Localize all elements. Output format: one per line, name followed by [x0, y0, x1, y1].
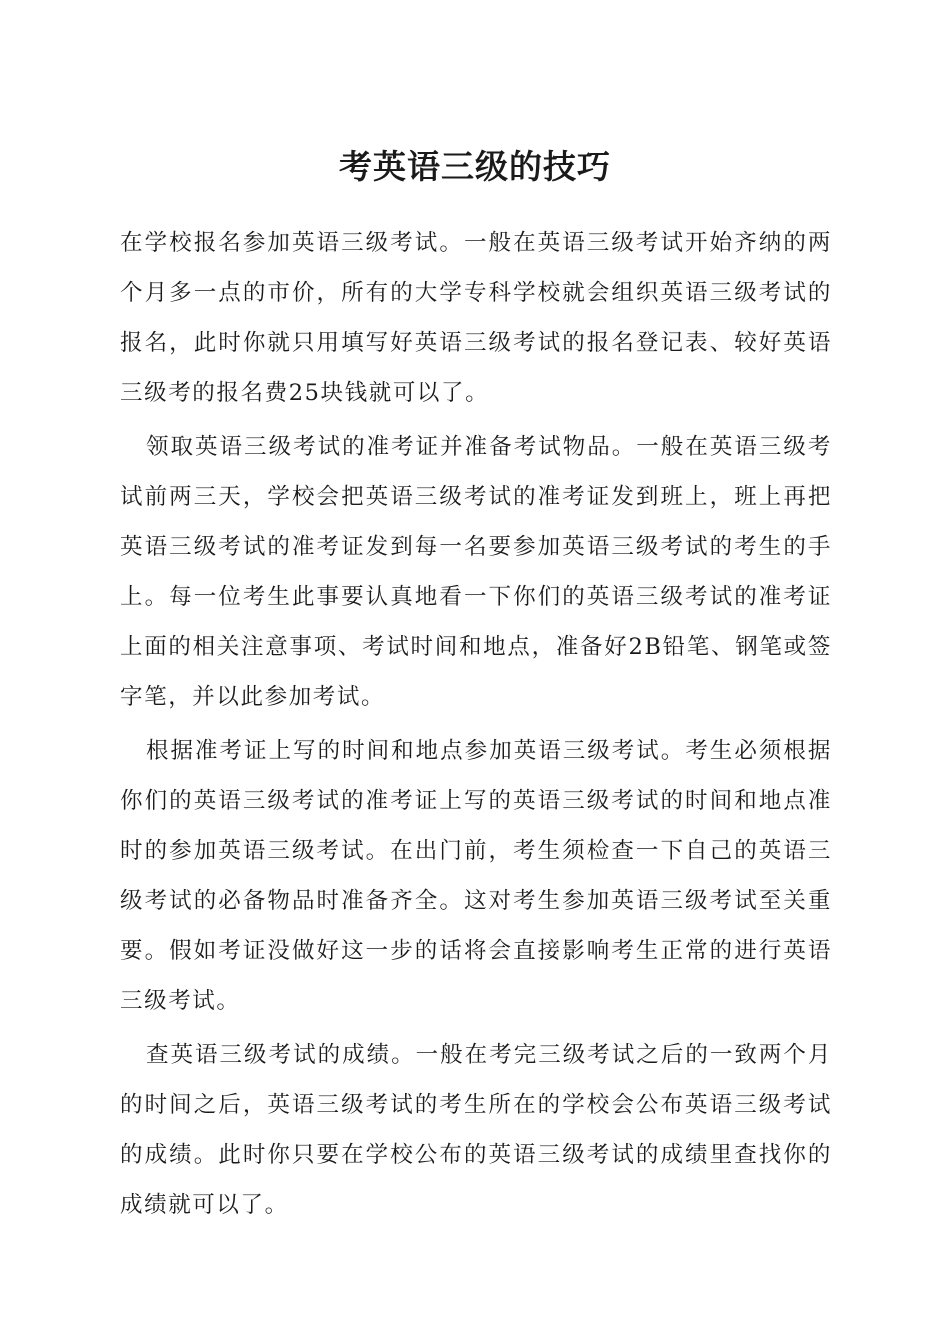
paragraph-attend-exam: 根据准考证上写的时间和地点参加英语三级考试。考生必须根据你们的英语三级考试的准考证上写的英语三级考试的时间和地点准时的参加英语三级考试。在出门前，考生须检查一下自己的英语三级考试的必备物品时准备齐全。这对考生参加英语三级考试至关重要。假如考证没做好这一步的话将会直接影响考生正常的进行英语三级考试。: [120, 738, 832, 1014]
document-body: [120, 218, 832, 1234]
paragraph-admission-ticket: 领取英语三级考试的准考证并准备考试物品。一般在英语三级考试前两三天，学校会把英语三级考试的准考证发到班上，班上再把英语三级考试的准考证发到每一名要参加英语三级考试的考生的手上。每一位考生此事要认真地看一下你们的英语三级考试的准考证上面的相关注意事项、考试时间和地点，准备好2B铅笔、钢笔或签字笔，并以此参加考试。: [120, 434, 832, 710]
paragraph-registration: 在学校报名参加英语三级考试。一般在英语三级考试开始齐纳的两个月多一点的市价，所有的大学专科学校就会组织英语三级考试的报名，此时你就只用填写好英语三级考试的报名登记表、较好英语三级考的报名费25块钱就可以了。: [120, 230, 832, 406]
paragraph-check-results: 查英语三级考试的成绩。一般在考完三级考试之后的一致两个月的时间之后，英语三级考试的考生所在的学校会公布英语三级考试的成绩。此时你只要在学校公布的英语三级考试的成绩里查找你的成绩就可以了。: [120, 1042, 832, 1218]
document-title: 考英语三级的技巧: [339, 147, 611, 186]
